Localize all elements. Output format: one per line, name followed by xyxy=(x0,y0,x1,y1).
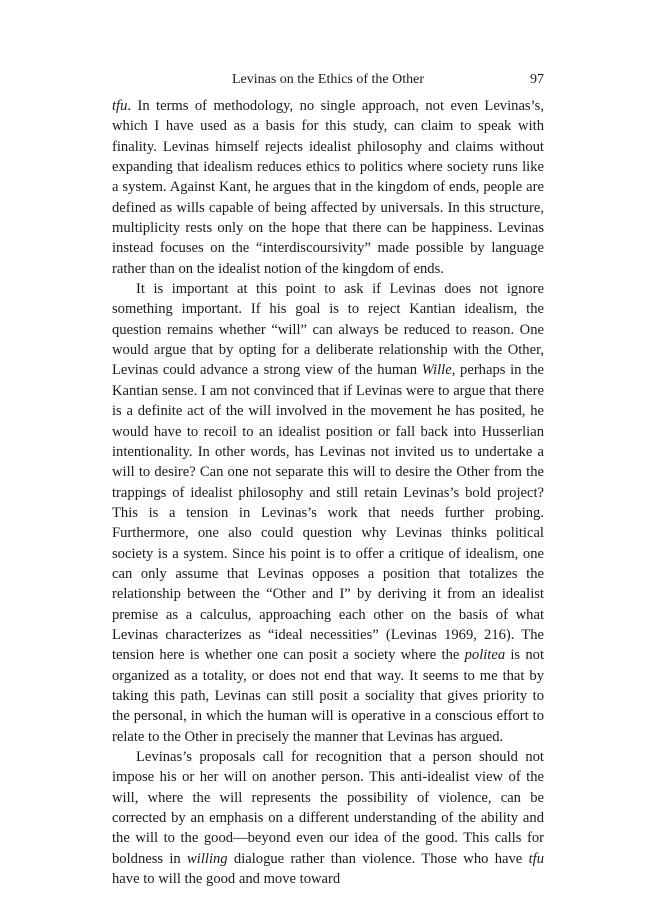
text-run: is not organized as a totality, or does not end that way. It seems to me that by taking this path, Levinas can still posit a sociality that gives priority to the personal, in which the human will is operative in a conscious effort to relate to the Other in precisely the manner that Levinas has argued. xyxy=(112,647,544,745)
running-title: Levinas on the Ethics of the Other xyxy=(231,72,425,87)
text-italic: tfu xyxy=(528,850,544,867)
text-run: , perhaps in the Kantian sense. I am not convinced that if Levinas were to argue that there is a definite act of the will involved in the movement he has posited, he would have to recoil to an idealist position or fall back into Husserlian intentionality. In other words, has Levinas not invited us to undertake a will to desire? Can one not separate this will to desire the Other from the trappings of idealist philosophy and still retain Levinas’s bold project? This is a tension in Levinas’s work that needs further probing. Furthermore, one also could question why Levinas thinks political society is a system. Since his point is to offer a critique of idealism, one can only assume that Levinas opposes a position that totalizes the relationship between the “Other and I” by deriving it from an idealist premise as a calculus, approaching each other on the basis of what Levinas characterizes as “ideal necessities” (Levinas 1969, 216). The tension here is whether one can posit a society where the xyxy=(112,362,544,664)
text-run: . In terms of methodology, no single approach, not even Levinas’s, which I have used as a basis for this study, can claim to speak with finality. Levinas himself rejects idealist philosophy and claims without expanding that idealism reduces ethics to politics where society runs like a system. Against Kant, he argues that in the kingdom of ends, people are defined as wills capable of being affected by universals. In this structure, multiplicity rests only on the hope that there can be happiness. Levinas instead focuses on the “interdiscoursivity” made possible by language rather than on the idealist notion of the kingdom of ends. xyxy=(112,98,544,277)
paragraph-2 xyxy=(112,279,544,747)
text-run: It is important at this point to ask if Levinas does not ignore something important. If his goal is to reject Kantian idealism, the question remains whether “will” can always be reduced to reason. One would argue that by opting for a deliberate relationship with the Other, Levinas could advance a strong view of the human xyxy=(112,281,544,379)
text-italic: tfu xyxy=(112,98,128,114)
paragraph-3 xyxy=(112,747,544,889)
running-header xyxy=(112,70,544,90)
paragraph-1 xyxy=(112,96,544,279)
text-italic: Wille xyxy=(421,362,452,379)
page-number: 97 xyxy=(530,72,544,87)
text-run: have to will the good and move toward xyxy=(112,871,341,888)
text-italic: politea xyxy=(464,647,506,664)
text-run: Levinas’s proposals call for recognition that a person should not impose his or her will on another person. This anti-idealist view of the will, where the will represents the possibility of violence, can be corrected by an emphasis on a different understanding of the ability and the will to the good—beyond even our idea of the good. This calls for boldness in xyxy=(112,749,544,867)
body-text xyxy=(112,96,544,889)
text-italic: willing xyxy=(187,850,228,867)
text-run: dialogue rather than violence. Those who have xyxy=(227,850,529,867)
